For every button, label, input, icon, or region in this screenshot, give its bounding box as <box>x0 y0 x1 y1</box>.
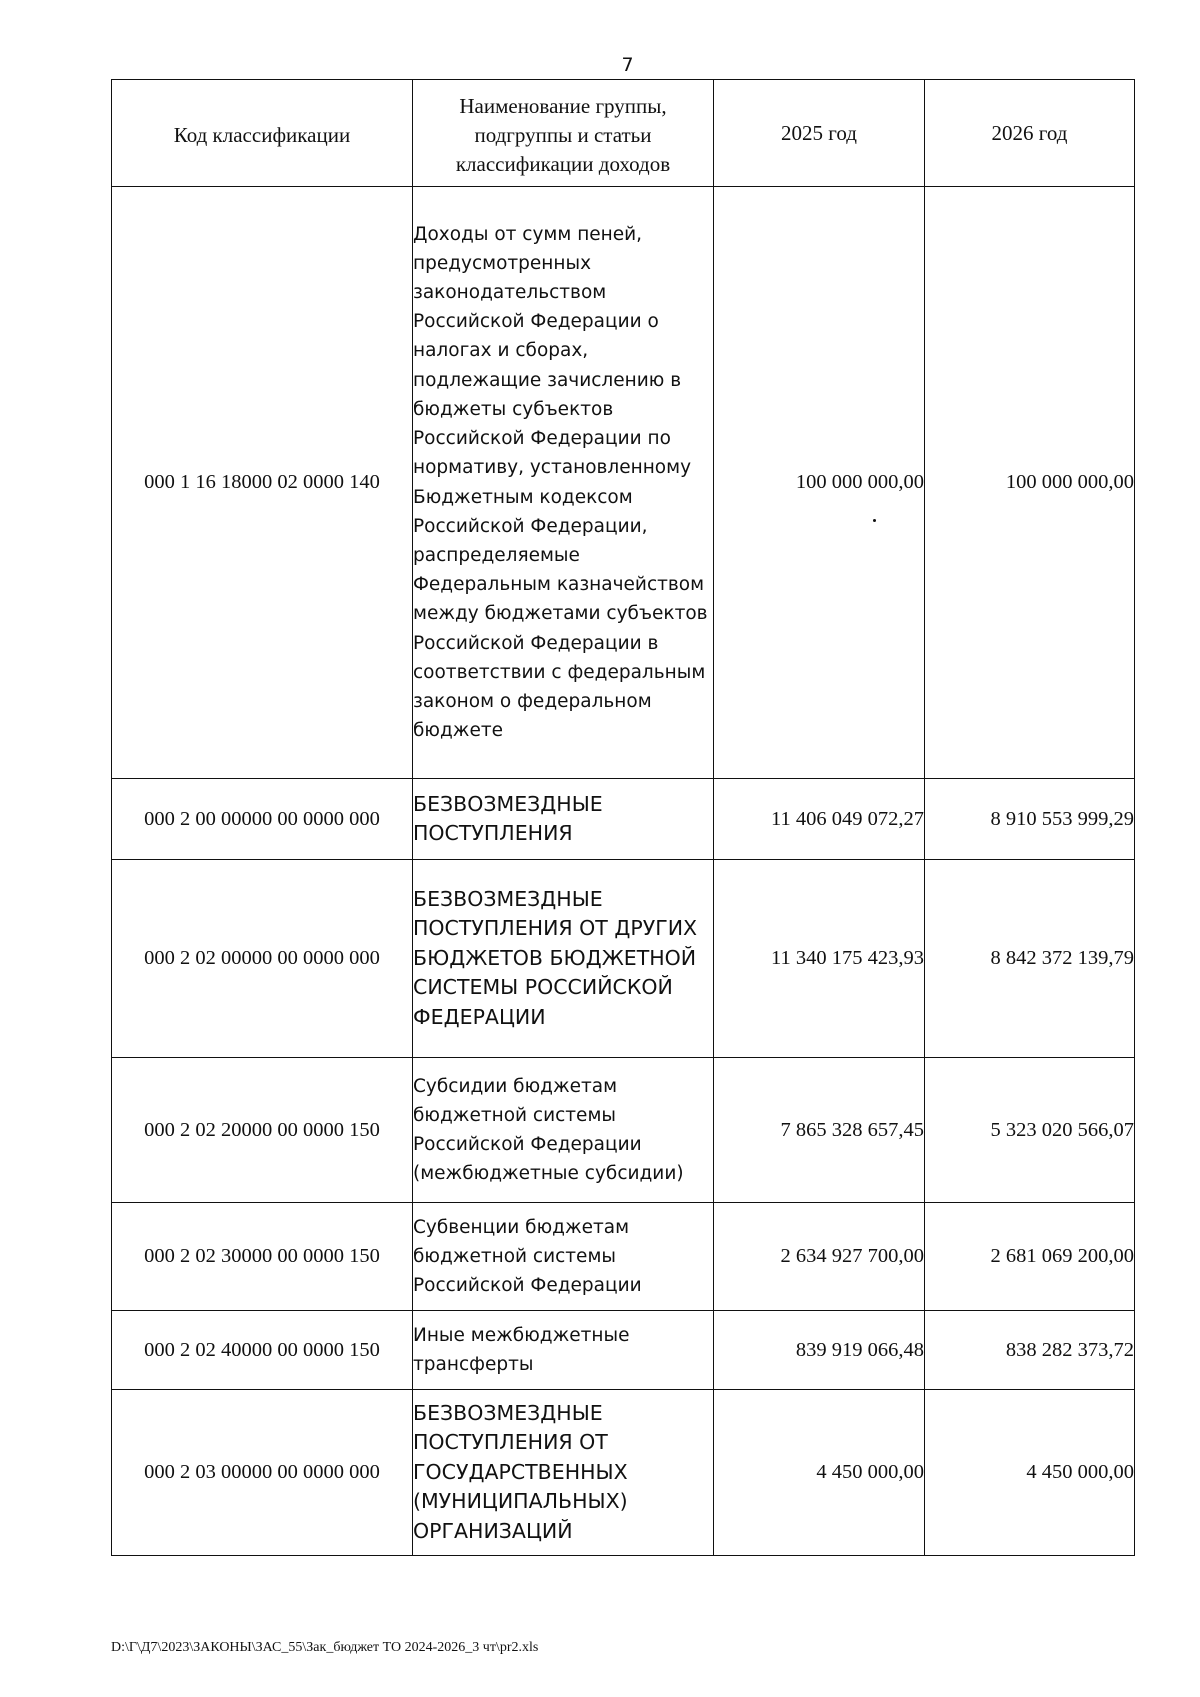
classification-name: БЕЗВОЗМЕЗДНЫЕ ПОСТУПЛЕНИЯ ОТ ДРУГИХ БЮДЖЕТОВ БЮДЖЕТНОЙ СИСТЕМЫ РОССИЙСКОЙ ФЕДЕРАЦИИ <box>413 860 714 1058</box>
classification-code: 000 2 02 40000 00 0000 150 <box>112 1311 413 1390</box>
classification-code: 000 2 02 30000 00 0000 150 <box>112 1203 413 1311</box>
classification-code: 000 2 00 00000 00 0000 000 <box>112 779 413 860</box>
table-row <box>112 1311 1135 1390</box>
amount-2025: 11 340 175 423,93 <box>714 860 925 1058</box>
table-row <box>112 1058 1135 1203</box>
page-number: 7 <box>621 54 634 76</box>
header-code: Код классификации <box>112 80 413 187</box>
classification-name: БЕЗВОЗМЕЗДНЫЕ ПОСТУПЛЕНИЯ ОТ ГОСУДАРСТВЕННЫХ (МУНИЦИПАЛЬНЫХ) ОРГАНИЗАЦИЙ <box>413 1390 714 1556</box>
classification-name: Субвенции бюджетам бюджетной системы Российской Федерации <box>413 1203 714 1311</box>
classification-name: Субсидии бюджетам бюджетной системы Российской Федерации (межбюджетные субсидии) <box>413 1058 714 1203</box>
table-row <box>112 1203 1135 1311</box>
amount-2025: 7 865 328 657,45 <box>714 1058 925 1203</box>
classification-code: 000 2 02 00000 00 0000 000 <box>112 860 413 1058</box>
table-row <box>112 187 1135 779</box>
classification-name: Иные межбюджетные трансферты <box>413 1311 714 1390</box>
amount-2025: 2 634 927 700,00 <box>714 1203 925 1311</box>
amount-2025: 4 450 000,00 <box>714 1390 925 1556</box>
amount-2026: 100 000 000,00 <box>925 187 1135 779</box>
amount-2025: 11 406 049 072,27 <box>714 779 925 860</box>
amount-2026: 8 910 553 999,29 <box>925 779 1135 860</box>
amount-2026: 838 282 373,72 <box>925 1311 1135 1390</box>
classification-code: 000 2 03 00000 00 0000 000 <box>112 1390 413 1556</box>
table-row <box>112 1390 1135 1556</box>
header-year-2026: 2026 год <box>925 80 1135 187</box>
classification-name: БЕЗВОЗМЕЗДНЫЕ ПОСТУПЛЕНИЯ <box>413 779 714 860</box>
amount-2025: 100 000 000,00 <box>714 187 925 779</box>
amount-2026: 2 681 069 200,00 <box>925 1203 1135 1311</box>
footer-file-path: D:\Г\Д7\2023\ЗАКОНЫ\ЗАС_55\Зак_бюджет ТО 2024-2026_3 чт\pr2.xls <box>111 1640 539 1655</box>
classification-name: Доходы от сумм пеней, предусмотренных законодательством Российской Федерации о налогах и сборах, подлежащие зачислению в бюджеты субъектов Российской Федерации по нормативу, установленному Бюджетным кодексом Российской Федерации, распределяемые Федеральным казначейством между бюджетами субъектов Российской Федерации в соответствии с федеральным законом о федеральном бюджете <box>413 187 714 779</box>
amount-2026: 5 323 020 566,07 <box>925 1058 1135 1203</box>
table-row <box>112 779 1135 860</box>
header-year-2025: 2025 год <box>714 80 925 187</box>
amount-2025: 839 919 066,48 <box>714 1311 925 1390</box>
amount-2026: 4 450 000,00 <box>925 1390 1135 1556</box>
scan-speck <box>873 519 876 522</box>
amount-2026: 8 842 372 139,79 <box>925 860 1135 1058</box>
table-row <box>112 860 1135 1058</box>
header-name: Наименование группы, подгруппы и статьи классификации доходов <box>413 80 714 187</box>
table-header-row <box>112 80 1135 187</box>
classification-code: 000 1 16 18000 02 0000 140 <box>112 187 413 779</box>
classification-code: 000 2 02 20000 00 0000 150 <box>112 1058 413 1203</box>
revenue-classification-table <box>111 79 1135 1556</box>
